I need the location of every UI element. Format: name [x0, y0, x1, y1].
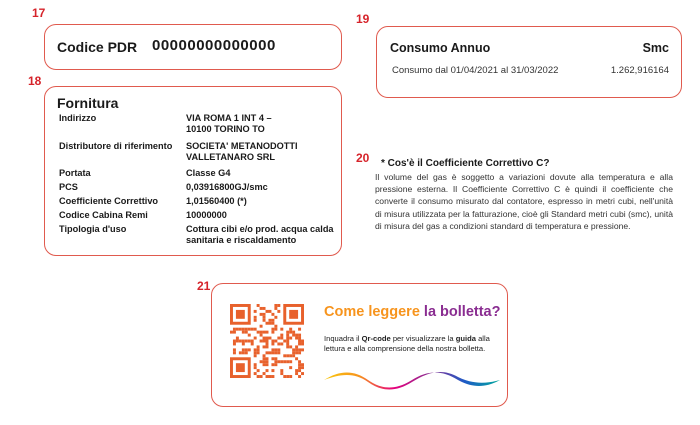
- coefficiente-heading: * Cos'è il Coefficiente Correttivo C?: [381, 158, 550, 169]
- coefficiente-section: [375, 158, 673, 232]
- desc-text-2: per visualizzare la: [390, 334, 456, 343]
- pdr-label: Codice PDR: [57, 39, 138, 55]
- fornitura-row-key: Codice Cabina Remi: [59, 210, 148, 220]
- fornitura-row-key: Indirizzo: [59, 113, 97, 123]
- section-number-17: 17: [32, 6, 46, 20]
- desc-text-3: alla lettura e alla comprensione della nostra bolletta.: [324, 334, 490, 353]
- pdr-box: [44, 24, 342, 70]
- consumo-box: [376, 26, 682, 98]
- bolletta-guide-box[interactable]: [211, 283, 508, 407]
- fornitura-row-key: Tipologia d'uso: [59, 224, 127, 234]
- fornitura-row-value: 0,03916800GJ/smc: [186, 182, 268, 192]
- section-number-21: 21: [197, 279, 211, 293]
- fornitura-row-value: 10000000: [186, 210, 227, 220]
- desc-bold-guida: guida: [455, 334, 476, 343]
- section-number-18: 18: [28, 74, 42, 88]
- fornitura-row-key: Coefficiente Correttivo: [59, 196, 159, 206]
- section-number-20: 20: [356, 151, 370, 165]
- section-number-19: 19: [356, 12, 370, 26]
- bolletta-guide-title: [324, 304, 500, 320]
- fornitura-row-value: 1,01560400 (*): [186, 196, 247, 206]
- fornitura-row-value: Cottura cibi e/o prod. acqua calda sanitaria e riscaldamento: [186, 224, 334, 245]
- rainbow-wave-decoration: [320, 368, 504, 392]
- fornitura-row-key: Portata: [59, 168, 91, 178]
- coefficiente-body: Il volume del gas è soggetto a variazioni dovute alla temperatura e alla pressione esterna. Il Coefficiente Correttivo C è quindi il coefficiente che converte il consumo misurato dal contatore, espresso in metri cubi, nell'unità di misura utilizzata per la fatturazione, cioè gli Standard metri cubi (smc), unità di misura del gas a condizioni standard di temperatura e pressione.: [375, 172, 673, 231]
- bolletta-title-part-a: Come leggere: [324, 304, 424, 320]
- qr-code-icon[interactable]: [230, 304, 304, 378]
- fornitura-row-value: SOCIETA' METANODOTTI VALLETANARO SRL: [186, 141, 298, 162]
- fornitura-box: [44, 86, 342, 256]
- consumo-value: 1.262,916164: [610, 65, 669, 76]
- consumo-title: Consumo Annuo: [390, 41, 491, 55]
- fornitura-title: Fornitura: [57, 95, 119, 111]
- desc-text-1: Inquadra il: [324, 334, 362, 343]
- fornitura-row-value: Classe G4: [186, 168, 231, 178]
- consumo-period: Consumo dal 01/04/2021 al 31/03/2022: [392, 65, 559, 76]
- fornitura-row-key: PCS: [59, 182, 78, 192]
- pdr-value: 00000000000000: [152, 37, 276, 54]
- desc-bold-qr: Qr-code: [361, 334, 391, 343]
- consumo-unit: Smc: [642, 41, 669, 55]
- bolletta-guide-description: [324, 334, 504, 354]
- fornitura-row-key: Distributore di riferimento: [59, 141, 173, 151]
- bolletta-title-part-b: la bolletta?: [423, 304, 501, 320]
- fornitura-row-value: VIA ROMA 1 INT 4 – 10100 TORINO TO: [186, 113, 272, 134]
